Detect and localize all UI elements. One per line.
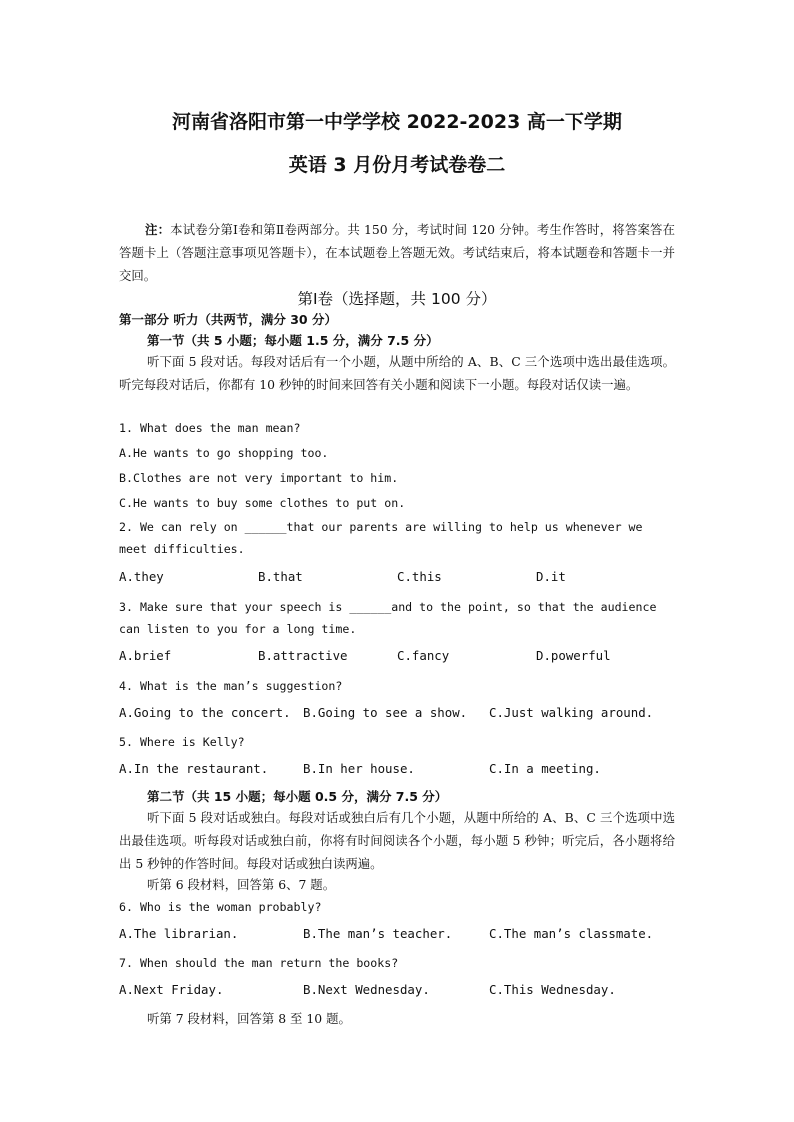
section-title: 第Ⅰ卷（选择题，共 100 分）: [297, 290, 497, 308]
q2-option-a: A.they: [119, 569, 164, 584]
part1-heading: [119, 310, 675, 328]
q5-option-c: C.In a meeting.: [489, 761, 601, 776]
sub1-instructions: 听下面 5 段对话。每段对话后有一个小题，从题中所给的 A、B、C 三个选项中选出最佳选项。听完每段对话后，你都有 10 秒钟的时间来回答有关小题和阅读下一小题。每段对话仅读一遍。: [119, 354, 675, 392]
q7-option-c: C.This Wednesday.: [489, 982, 616, 997]
sub2-heading: 第二节（共 15 小题；每小题 0.5 分，满分 7.5 分）: [147, 789, 448, 804]
q1-option-a: A.He wants to go shopping too.: [119, 446, 329, 460]
q2-option-b: B.that: [258, 569, 303, 584]
q4-option-b: B.Going to see a show.: [303, 705, 468, 720]
q6-options: [119, 926, 675, 941]
q3-option-c: C.fancy: [397, 648, 450, 663]
q5-stem: 5. Where is Kelly?: [119, 735, 245, 749]
q4-options: [119, 705, 675, 720]
q6-option-a: A.The librarian.: [119, 926, 239, 941]
q1-option-b: B.Clothes are not very important to him.: [119, 471, 399, 485]
q4-option-a: A.Going to the concert.: [119, 705, 291, 720]
q6-stem: 6. Who is the woman probably?: [119, 900, 322, 914]
sub2-heading-block: [119, 787, 675, 805]
q6-option-b: B.The man’s teacher.: [303, 926, 453, 941]
exam-title-line2: 英语 3 月份月考试卷卷二: [288, 154, 506, 176]
sub1-heading-block: [119, 331, 675, 349]
q5-option-a: A.In the restaurant.: [119, 761, 269, 776]
exam-title-line1: 河南省洛阳市第一中学学校 2022-2023 高一下学期: [172, 111, 622, 133]
q7-option-a: A.Next Friday.: [119, 982, 224, 997]
q7-options: [119, 982, 675, 997]
q5-option-b: B.In her house.: [303, 761, 415, 776]
q4-option-c: C.Just walking around.: [489, 705, 654, 720]
material6-line: 听第 6 段材料，回答第 6、7 题。: [147, 877, 336, 892]
q2-options: [119, 569, 675, 584]
q7-option-b: B.Next Wednesday.: [303, 982, 430, 997]
sub2-instructions: 听下面 5 段对话或独白。每段对话或独白后有几个小题，从题中所给的 A、B、C 三个选项中选出最佳选项。听每段对话或独白前，你将有时间阅读各个小题，每小题 5 秒钟；听完后，各小题将给出 5 秒钟的作答时间。每段对话或独白读两遍。: [119, 810, 675, 871]
q5-options: [119, 761, 675, 776]
q2-option-d: D.it: [536, 569, 566, 584]
sub1-heading: 第一节（共 5 小题；每小题 1.5 分，满分 7.5 分）: [147, 333, 439, 348]
q6-option-c: C.The man’s classmate.: [489, 926, 654, 941]
q1-stem: 1. What does the man mean?: [119, 421, 301, 435]
q1-option-c: C.He wants to buy some clothes to put on.: [119, 496, 406, 510]
q2-stem: 2. We can rely on ______that our parents are willing to help us whenever we meet difficulties.: [119, 520, 643, 556]
q3-option-b: B.attractive: [258, 648, 348, 663]
q3-options: [119, 648, 675, 663]
q7-stem: 7. When should the man return the books?: [119, 956, 399, 970]
material7-line: 听第 7 段材料，回答第 8 至 10 题。: [147, 1011, 351, 1026]
q3-option-d: D.powerful: [536, 648, 611, 663]
note-label: 注：: [145, 222, 171, 237]
q2-option-c: C.this: [397, 569, 442, 584]
note-text: 本试卷分第Ⅰ卷和第Ⅱ卷两部分。共 150 分，考试时间 120 分钟。考生作答时，将答案答在答题卡上（答题注意事项见答题卡），在本试题卷上答题无效。考试结束后，将本试题卷和答题卡一并交回。: [119, 222, 676, 283]
part-heading: 第一部分 听力（共两节，满分 30 分）: [119, 312, 337, 327]
q4-stem: 4. What is the man’s suggestion?: [119, 679, 343, 693]
q3-option-a: A.brief: [119, 648, 172, 663]
exam-note: [119, 218, 675, 287]
q3-stem: 3. Make sure that your speech is ______and to the point, so that the audience can listen to you for a long time.: [119, 600, 657, 636]
